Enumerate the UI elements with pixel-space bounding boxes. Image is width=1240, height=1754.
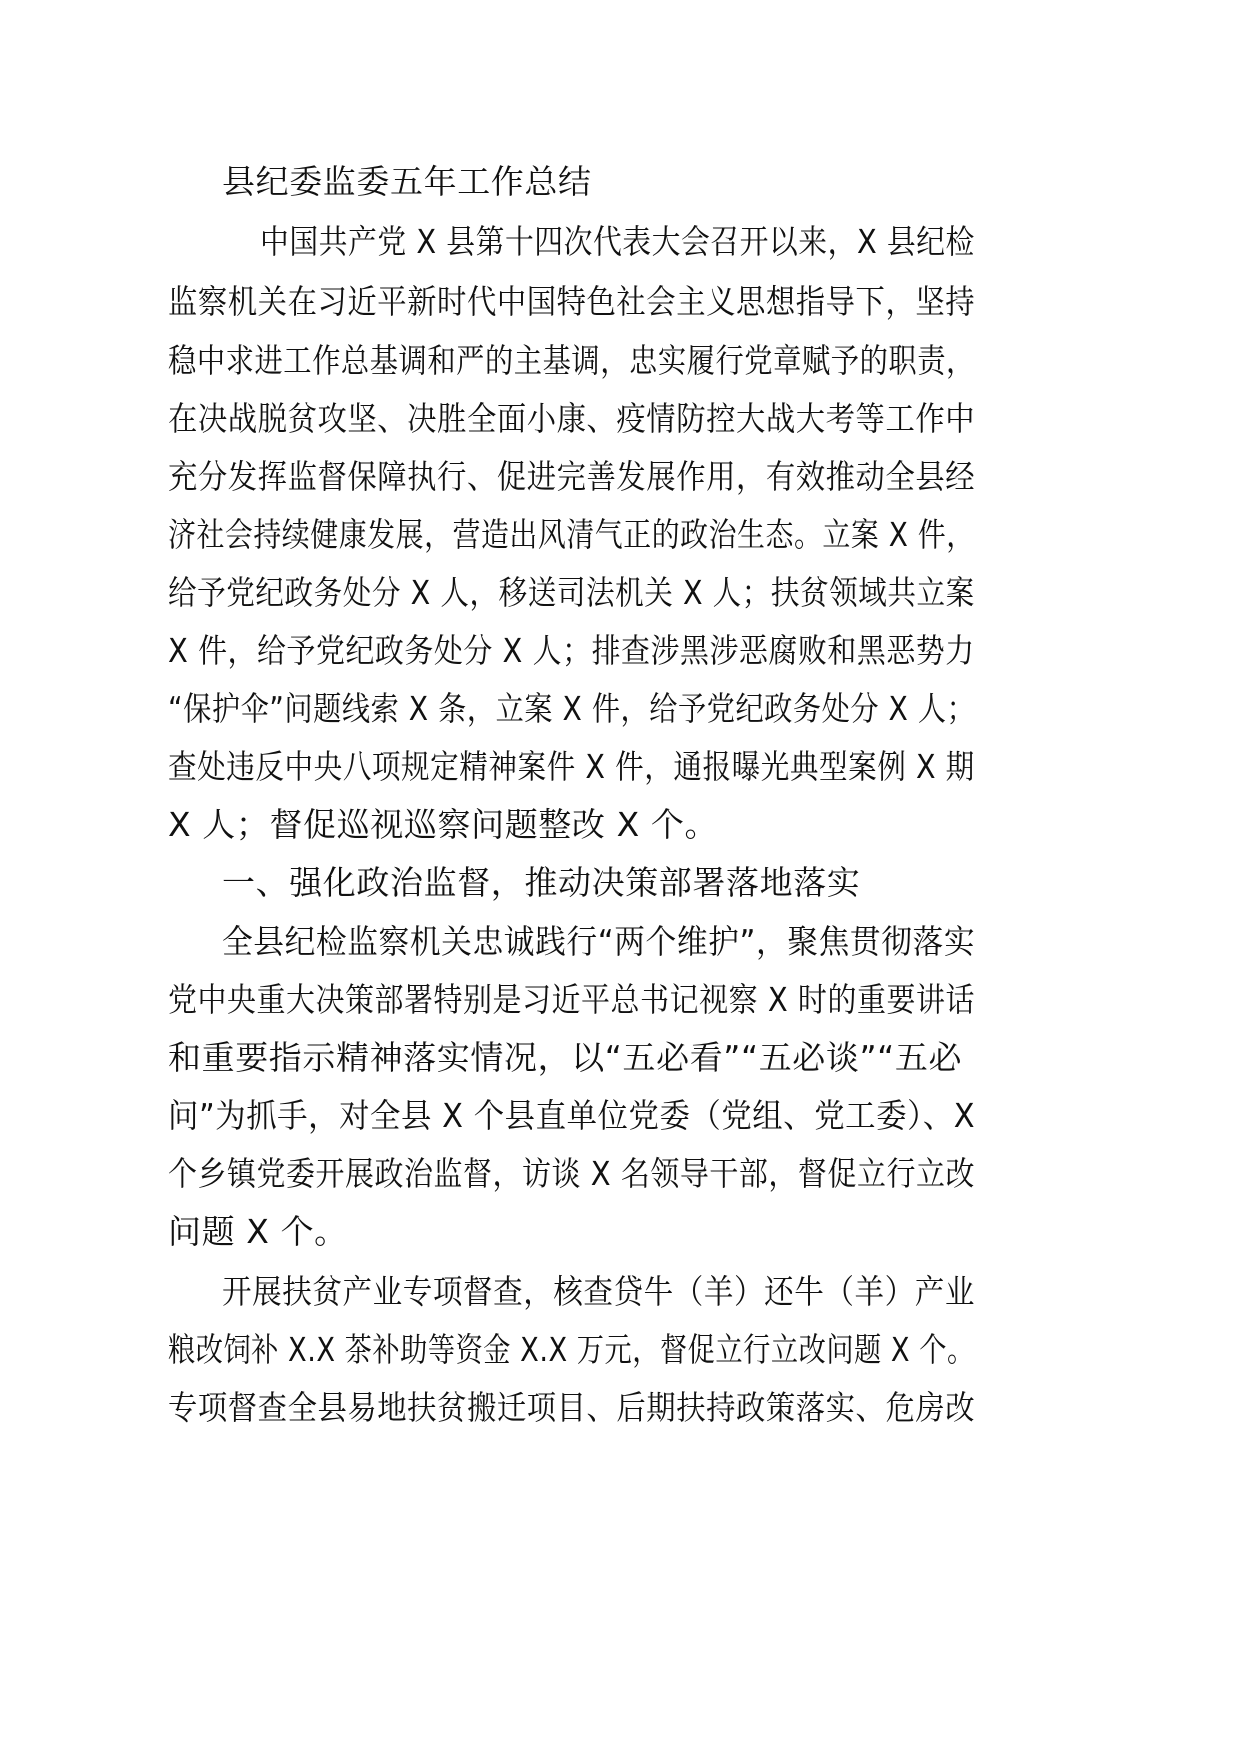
text-line: 中国共产党 X 县第十四次代表大会召开以来，X 县纪检 (260, 222, 975, 261)
text-line: “保护伞”问题线索 X 条，立案 X 件，给予党纪政务处分 X 人； (168, 689, 976, 728)
text-line: 党中央重大决策部署特别是习近平总书记视察 X 时的重要讲话 (168, 980, 975, 1019)
section-heading: 一、强化政治监督，推动决策部署落地落实 (222, 863, 861, 902)
text-line: 稳中求进工作总基调和严的主基调，忠实履行党章赋予的职责， (168, 341, 975, 380)
text-line: 给予党纪政务处分 X 人，移送司法机关 X 人；扶贫领域共立案 (168, 573, 975, 612)
text-line: 个乡镇党委开展政治监督，访谈 X 名领导干部，督促立行立改 (168, 1154, 975, 1193)
text-line: 监察机关在习近平新时代中国特色社会主义思想指导下，坚持 (168, 282, 976, 321)
text-line: 查处违反中央八项规定精神案件 X 件，通报曝光典型案例 X 期 (168, 747, 975, 786)
text-line: 问题 X 个。 (168, 1212, 348, 1251)
text-line: 粮改饲补 X.X 茶补助等资金 X.X 万元，督促立行立改问题 X 个。 (168, 1330, 975, 1369)
text-line: 开展扶贫产业专项督查，核查贷牛（羊）还牛（羊）产业 (222, 1272, 975, 1311)
text-line: 在决战脱贫攻坚、决胜全面小康、疫情防控大战大考等工作中 (168, 399, 976, 438)
text-line: X 人；督促巡视巡察问题整改 X 个。 (168, 805, 719, 844)
text-line: 全县纪检监察机关忠诚践行“两个维护”，聚焦贯彻落实 (222, 922, 976, 961)
text-line: 济社会持续健康发展，营造出风清气正的政治生态。立案 X 件， (168, 515, 975, 554)
text-line: 充分发挥监督保障执行、促进完善发展作用，有效推动全县经 (168, 457, 976, 496)
text-line: X 件，给予党纪政务处分 X 人；排查涉黑涉恶腐败和黑恶势力 (168, 631, 975, 670)
text-line: 问”为抓手，对全县 X 个县直单位党委（党组、党工委）、X (168, 1096, 976, 1135)
document-title: 县纪委监委五年工作总结 (222, 162, 592, 201)
text-line: 专项督查全县易地扶贫搬迁项目、后期扶持政策落实、危房改 (168, 1388, 976, 1427)
text-line: 和重要指示精神落实情况，以“五必看”“五必谈”“五必 (168, 1038, 963, 1077)
